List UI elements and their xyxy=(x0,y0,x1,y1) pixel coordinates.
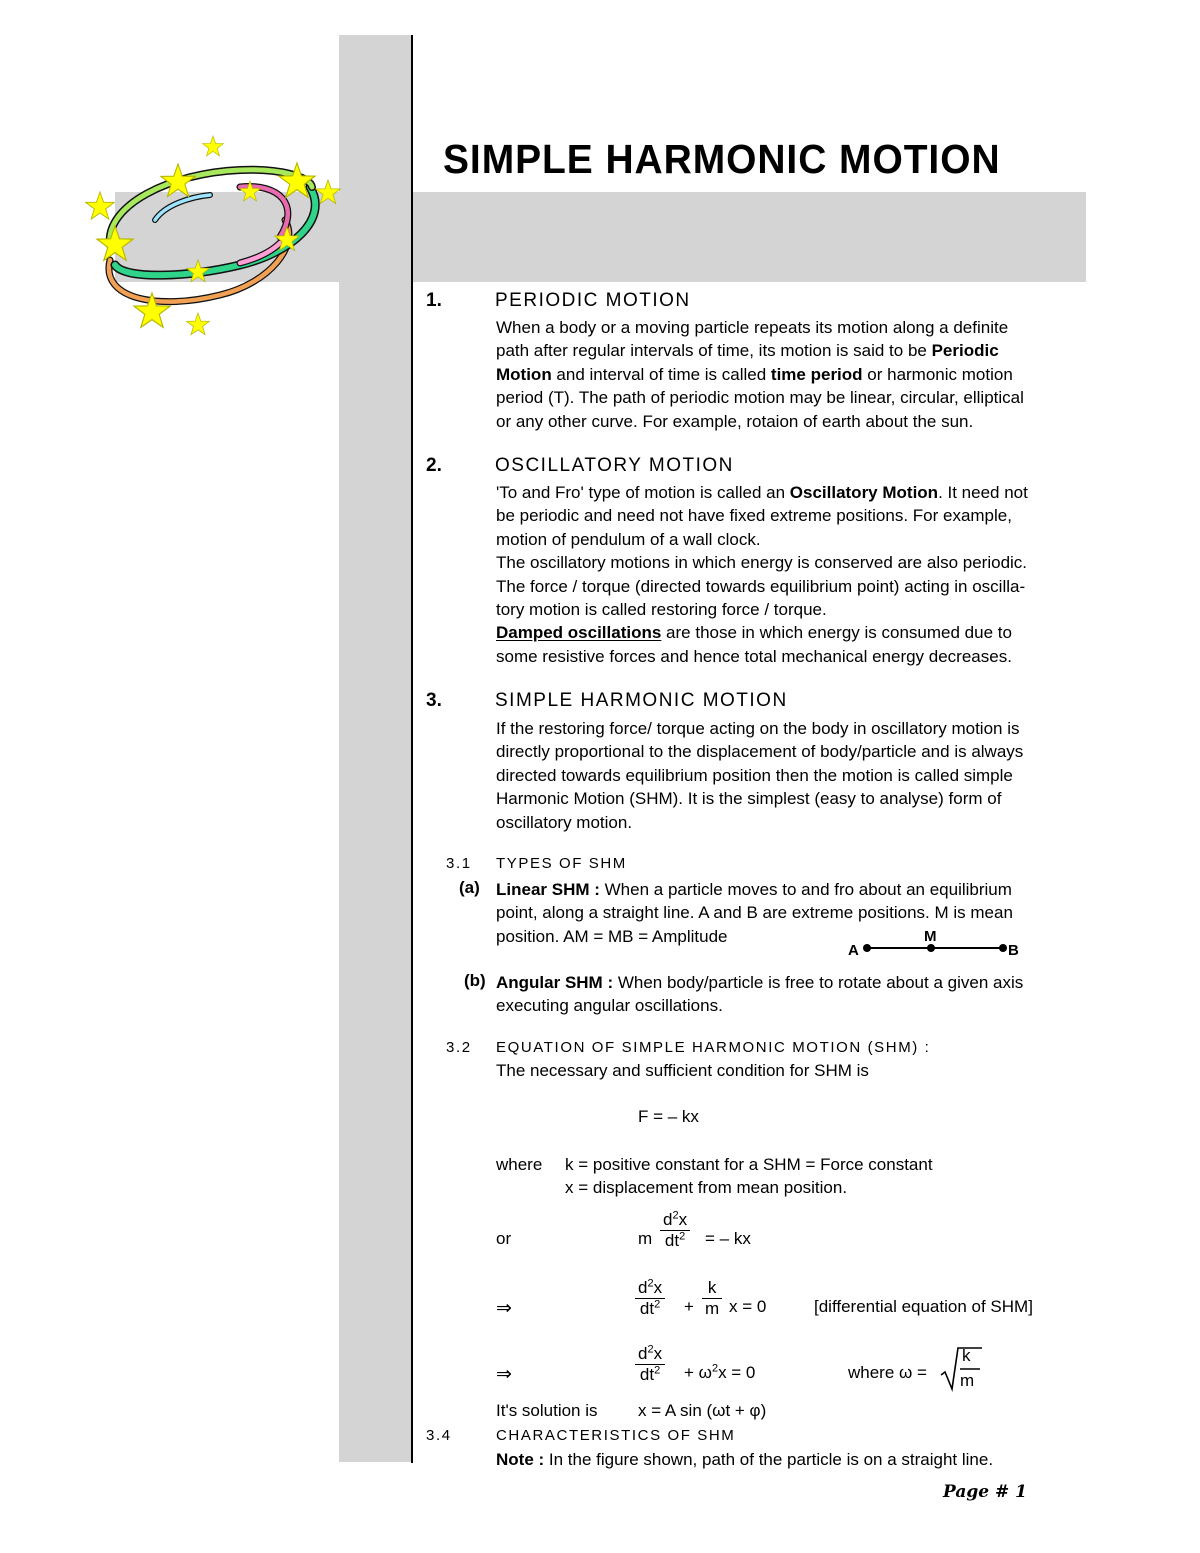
section-2-title: OSCILLATORY MOTION xyxy=(495,455,734,476)
page-number: Page # 1 xyxy=(943,1482,1027,1502)
vertical-divider-line xyxy=(411,35,413,1463)
sub-3-1-title: TYPES OF SHM xyxy=(496,855,627,872)
section-3-title: SIMPLE HARMONIC MOTION xyxy=(495,690,788,711)
section-1-title: PERIODIC MOTION xyxy=(495,290,691,311)
where-label: where xyxy=(496,1155,543,1174)
equation-force: F = – kx xyxy=(638,1107,699,1126)
solution-equation: x = A sin (ωt + φ) xyxy=(638,1401,767,1420)
equation-4-rhs: + $\omega^2x = 0$ xyxy=(684,1362,756,1382)
sub-3-4-number: 3.4 xyxy=(426,1427,452,1444)
sub-3-4-title: CHARACTERISTICS OF SHM xyxy=(496,1427,736,1444)
section-1-number: 1. xyxy=(426,290,442,311)
fraction-k-m: $\frac{k}{m}$ xyxy=(702,1278,722,1319)
sub-3-2-number: 3.2 xyxy=(446,1039,472,1056)
implies-symbol: ⇒ xyxy=(496,1298,512,1319)
section-1-body: When a body or a moving particle repeats its motion along a definite path after regular intervals of time, its motion is said to be Periodic Motion and interval of time is called time period or harmonic motion period (T). The path of periodic motion may be linear, circular, elliptical or any other curve. For example, rotaion of earth about the sun. xyxy=(496,318,1024,431)
fraction-d2x-dt2: $\frac{d^2x}{dt^2}$ xyxy=(660,1210,690,1251)
orbit-stars-logo xyxy=(80,125,350,340)
mass-symbol: m xyxy=(638,1229,653,1248)
sub-3-1-number: 3.1 xyxy=(446,855,472,872)
where-x: x = displacement from mean position. xyxy=(565,1178,848,1197)
shm-condition-intro: The necessary and sufficient condition for SHM is xyxy=(496,1061,869,1080)
solution-label: It's solution is xyxy=(496,1401,598,1420)
equation-3-rhs: x = 0 xyxy=(729,1297,767,1316)
point-a-label: A xyxy=(848,942,859,959)
section-2-number: 2. xyxy=(426,455,442,476)
or-label: or xyxy=(496,1229,512,1248)
plus-sign: + xyxy=(684,1297,694,1316)
point-m-label: M xyxy=(924,928,937,945)
fraction-d2x-dt2: $\frac{d^2x}{dt^2}$ xyxy=(635,1344,665,1385)
equation-3-note: [differential equation of SHM] xyxy=(814,1297,1033,1316)
section-2-body: 'To and Fro' type of motion is called an Oscillatory Motion. It need not be periodic and need not have fixed extreme positions. For example, motion of pendulum of a wall clock. The oscillatory motions in which energy is conserved are also periodic. The force / torque (directed towards equilibrium point) acting in oscilla- tory motion is called restoring force / torque. Damped oscillations are those in which energy is consumed due to some resistive forces and hence total mechanical energy decreases. xyxy=(496,483,1028,666)
linear-shm-figure xyxy=(845,926,1025,960)
item-b-label: (b) xyxy=(464,971,486,990)
note-text: Note : In the figure shown, path of the particle is on a straight line. xyxy=(496,1450,994,1469)
item-a-label: (a) xyxy=(459,878,480,897)
section-3-number: 3. xyxy=(426,690,442,711)
fraction-d2x-dt2: $\frac{d^2x}{dt^2}$ xyxy=(635,1278,665,1319)
sqrt-m: m xyxy=(960,1371,975,1390)
sub-3-2-title: EQUATION OF SIMPLE HARMONIC MOTION (SHM) : xyxy=(496,1039,931,1056)
implies-symbol: ⇒ xyxy=(496,1364,512,1385)
section-3-body: If the restoring force/ torque acting on the body in oscillatory motion is directly proportional to the displacement of body/particle and is always directed towards equilibrium position then the motion is called simple Harmonic Motion (SHM). It is the simplest (easy to analyse) form of oscillatory motion. xyxy=(496,719,1024,832)
item-a-text: Linear SHM : When a particle moves to and fro about an equilibrium point, along a straight line. A and B are extreme positions. M is mean position. AM = MB = Amplitude xyxy=(496,880,1013,946)
equation-2-rhs: = – kx xyxy=(705,1229,751,1248)
omega-where: where ω = xyxy=(848,1363,927,1382)
point-b-label: B xyxy=(1008,942,1019,959)
page-title: SIMPLE HARMONIC MOTION xyxy=(443,136,1001,182)
item-b-text: Angular SHM : When body/particle is free to rotate about a given axis executing angular oscillations. xyxy=(496,973,1024,1016)
where-k: k = positive constant for a SHM = Force constant xyxy=(565,1155,933,1174)
sqrt-k: k xyxy=(962,1346,971,1365)
